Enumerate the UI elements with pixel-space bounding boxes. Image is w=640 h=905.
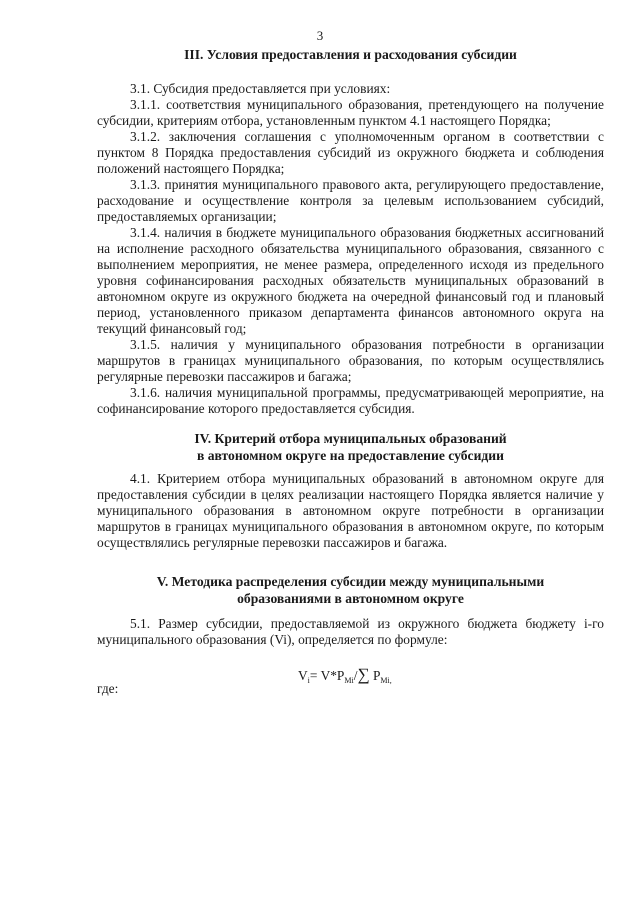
paragraph-3-1-6: 3.1.6. наличия муниципальной программы, предусматривающей мероприятие, на софинансирование которого предоставляется субсидия. <box>97 385 604 416</box>
section-5-heading-line2: образованиями в автономном округе <box>237 591 464 606</box>
paragraph-3-1-1: 3.1.1. соответствия муниципального образования, претендующего на получение субсидии, критериям отбора, установленным пунктом 4.1 настоящего Порядка; <box>97 97 604 128</box>
paragraph-3-1-2: 3.1.2. заключения соглашения с уполномоченным органом в соответствии с пунктом 8 Порядка предоставления субсидий из окружного бюджета и соблюдения положений настоящего Порядка; <box>97 129 604 176</box>
section-4-body <box>97 471 604 551</box>
section-5-heading-line1: V. Методика распределения субсидии между муниципальными <box>156 574 545 589</box>
paragraph-3-1: 3.1. Субсидия предоставляется при условиях: <box>130 81 391 96</box>
formula-p1-sub: Mi <box>344 676 354 685</box>
paragraph-3-1-5: 3.1.5. наличия у муниципального образования потребности в организации маршрутов в границах муниципального образования, по которым осуществлялись регулярные перевозки пассажиров и багажа; <box>97 337 604 384</box>
formula-p2: P <box>369 668 381 683</box>
formula-sum-symbol: ∑ <box>357 665 370 684</box>
section-4-heading <box>97 430 604 464</box>
paragraph-4-1: 4.1. Критерием отбора муниципальных образований в автономном округе для предоставления субсидии в целях реализации настоящего Порядка является наличие у муниципального образования в автономном округе потребности в организации маршрутов в границах муниципального образования в автономном округе, по которым осуществлялись регулярные перевозки пассажиров и багажа. <box>97 471 604 550</box>
page-number: 3 <box>316 28 324 43</box>
section-4-heading-line2: в автономном округе на предоставление субсидии <box>197 448 504 463</box>
formula-lhs: V <box>298 668 308 683</box>
formula-eq: = V*P <box>309 668 345 683</box>
section-5-body <box>97 616 604 648</box>
paragraph-5-1: 5.1. Размер субсидии, предоставляемой из окружного бюджета бюджету i-го муниципального образования (Vi), определяется по формуле: <box>97 616 604 647</box>
subsidy-formula <box>298 665 392 685</box>
formula-lhs-sub: i <box>307 676 310 685</box>
formula-slash: / <box>353 668 358 683</box>
paragraph-3-1-3: 3.1.3. принятия муниципального правового акта, регулирующего предоставление, расходование и осуществление контроля за целевым использованием субсидий, предоставляемых организации; <box>97 177 604 224</box>
section-3-body <box>97 81 604 417</box>
section-5-heading <box>97 573 604 607</box>
where-label: где: <box>97 681 119 696</box>
section-4-heading-line1: IV. Критерий отбора муниципальных образований <box>194 431 507 446</box>
formula-p2-sub: Mi, <box>380 676 392 685</box>
paragraph-3-1-4: 3.1.4. наличия в бюджете муниципального образования бюджетных ассигнований на исполнение расходного обязательства муниципального образования, связанного с выполнением мероприятия, не менее размера, определенного исходя из предельного уровня софинансирования расходных обязательств муниципальных образований в автономном округе из окружного бюджета на очередной финансовый год и плановый период, установленного приказом департамента финансов автономного округа на текущий финансовый год; <box>97 225 604 336</box>
section-3-heading: III. Условия предоставления и расходования субсидии <box>184 47 517 62</box>
